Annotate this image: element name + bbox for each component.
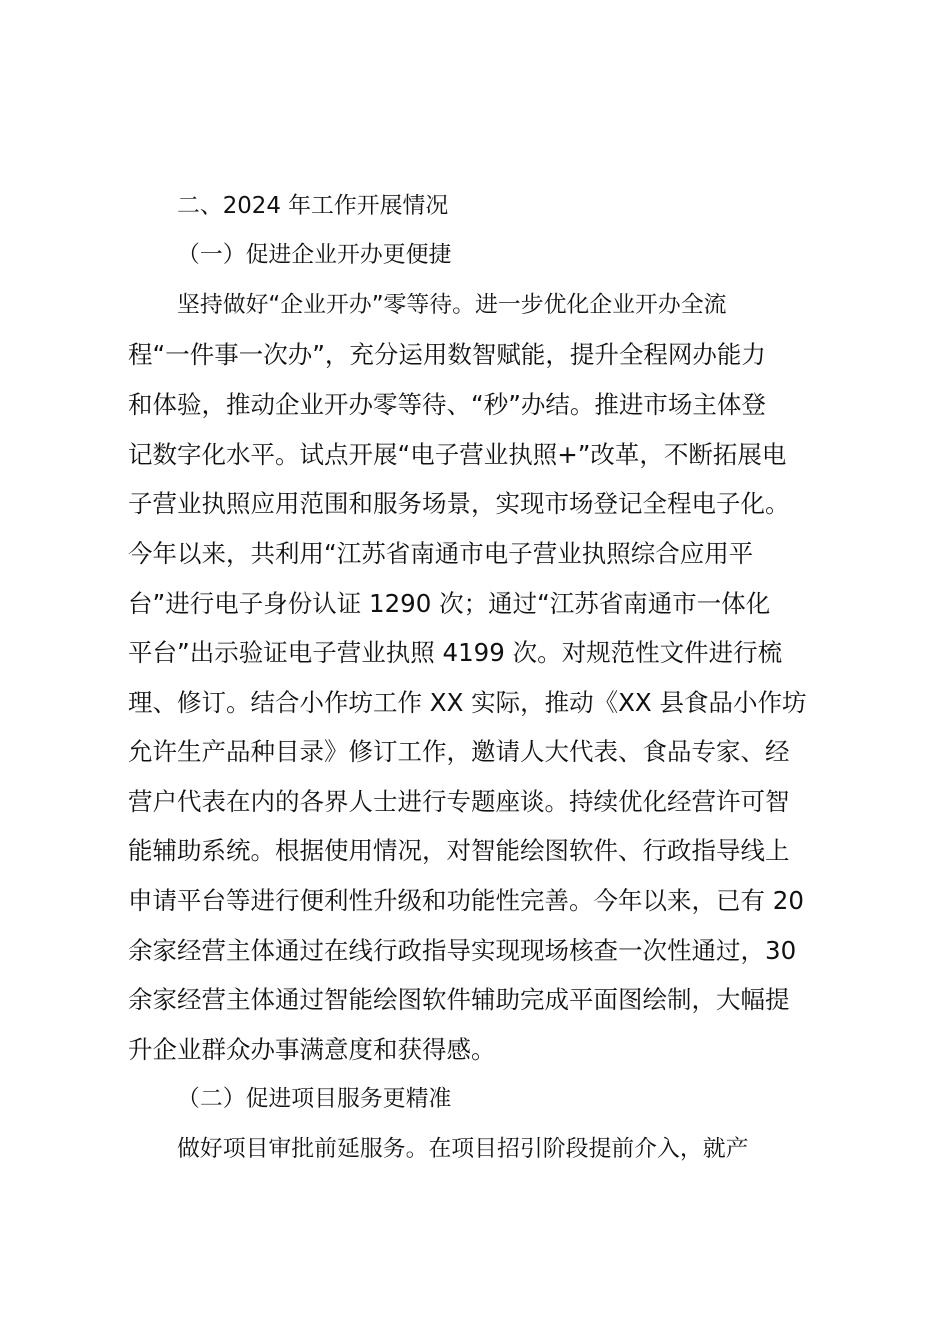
paragraph-line: 做好项目审批前延服务。在项目招引阶段提前介入，就产 — [177, 1136, 749, 1162]
subsection-heading-1: （一）促进企业开办更便捷 — [177, 242, 452, 268]
subsection-heading-2: （二）促进项目服务更精准 — [177, 1086, 452, 1112]
paragraph-line: 能辅助系统。根据使用情况，对智能绘图软件、行政指导线上 — [128, 836, 790, 865]
paragraph-line: 记数字化水平。试点开展“电子营业执照+”改革，不断拓展电 — [128, 440, 787, 469]
paragraph-line: 子营业执照应用范围和服务场景，实现市场登记全程电子化。 — [128, 489, 790, 518]
section-heading: 二、2024 年工作开展情况 — [177, 193, 449, 219]
paragraph-line: 理、修订。结合小作坊工作 XX 实际，推动《XX 县食品小作坊 — [128, 688, 807, 717]
paragraph-line: 余家经营主体通过在线行政指导实现现场核查一次性通过，30 — [128, 936, 797, 965]
paragraph-line: 今年以来，共利用“江苏省南通市电子营业执照综合应用平 — [128, 539, 754, 568]
paragraph-line: 台”进行电子身份认证 1290 次；通过“江苏省南通市一体化 — [128, 589, 771, 618]
paragraph-line: 余家经营主体通过智能绘图软件辅助完成平面图绘制，大幅提 — [128, 985, 790, 1014]
paragraph-line: 平台”出示验证电子营业执照 4199 次。对规范性文件进行梳 — [128, 638, 783, 667]
paragraph-line: 程“一件事一次办”，充分运用数智赋能，提升全程网办能力 — [128, 340, 766, 369]
paragraph-line: 和体验，推动企业开办零等待、“秒”办结。推进市场主体登 — [128, 390, 766, 419]
paragraph-line: 申请平台等进行便利性升级和功能性完善。今年以来，已有 20 — [128, 886, 804, 915]
paragraph-line: 坚持做好“企业开办”零等待。进一步优化企业开办全流 — [177, 292, 727, 318]
paragraph-line: 升企业群众办事满意度和获得感。 — [128, 1035, 496, 1064]
paragraph-line: 营户代表在内的各界人士进行专题座谈。持续优化经营许可智 — [128, 787, 790, 816]
paragraph-line: 允许生产品种目录》修订工作，邀请人大代表、食品专家、经 — [128, 737, 790, 766]
